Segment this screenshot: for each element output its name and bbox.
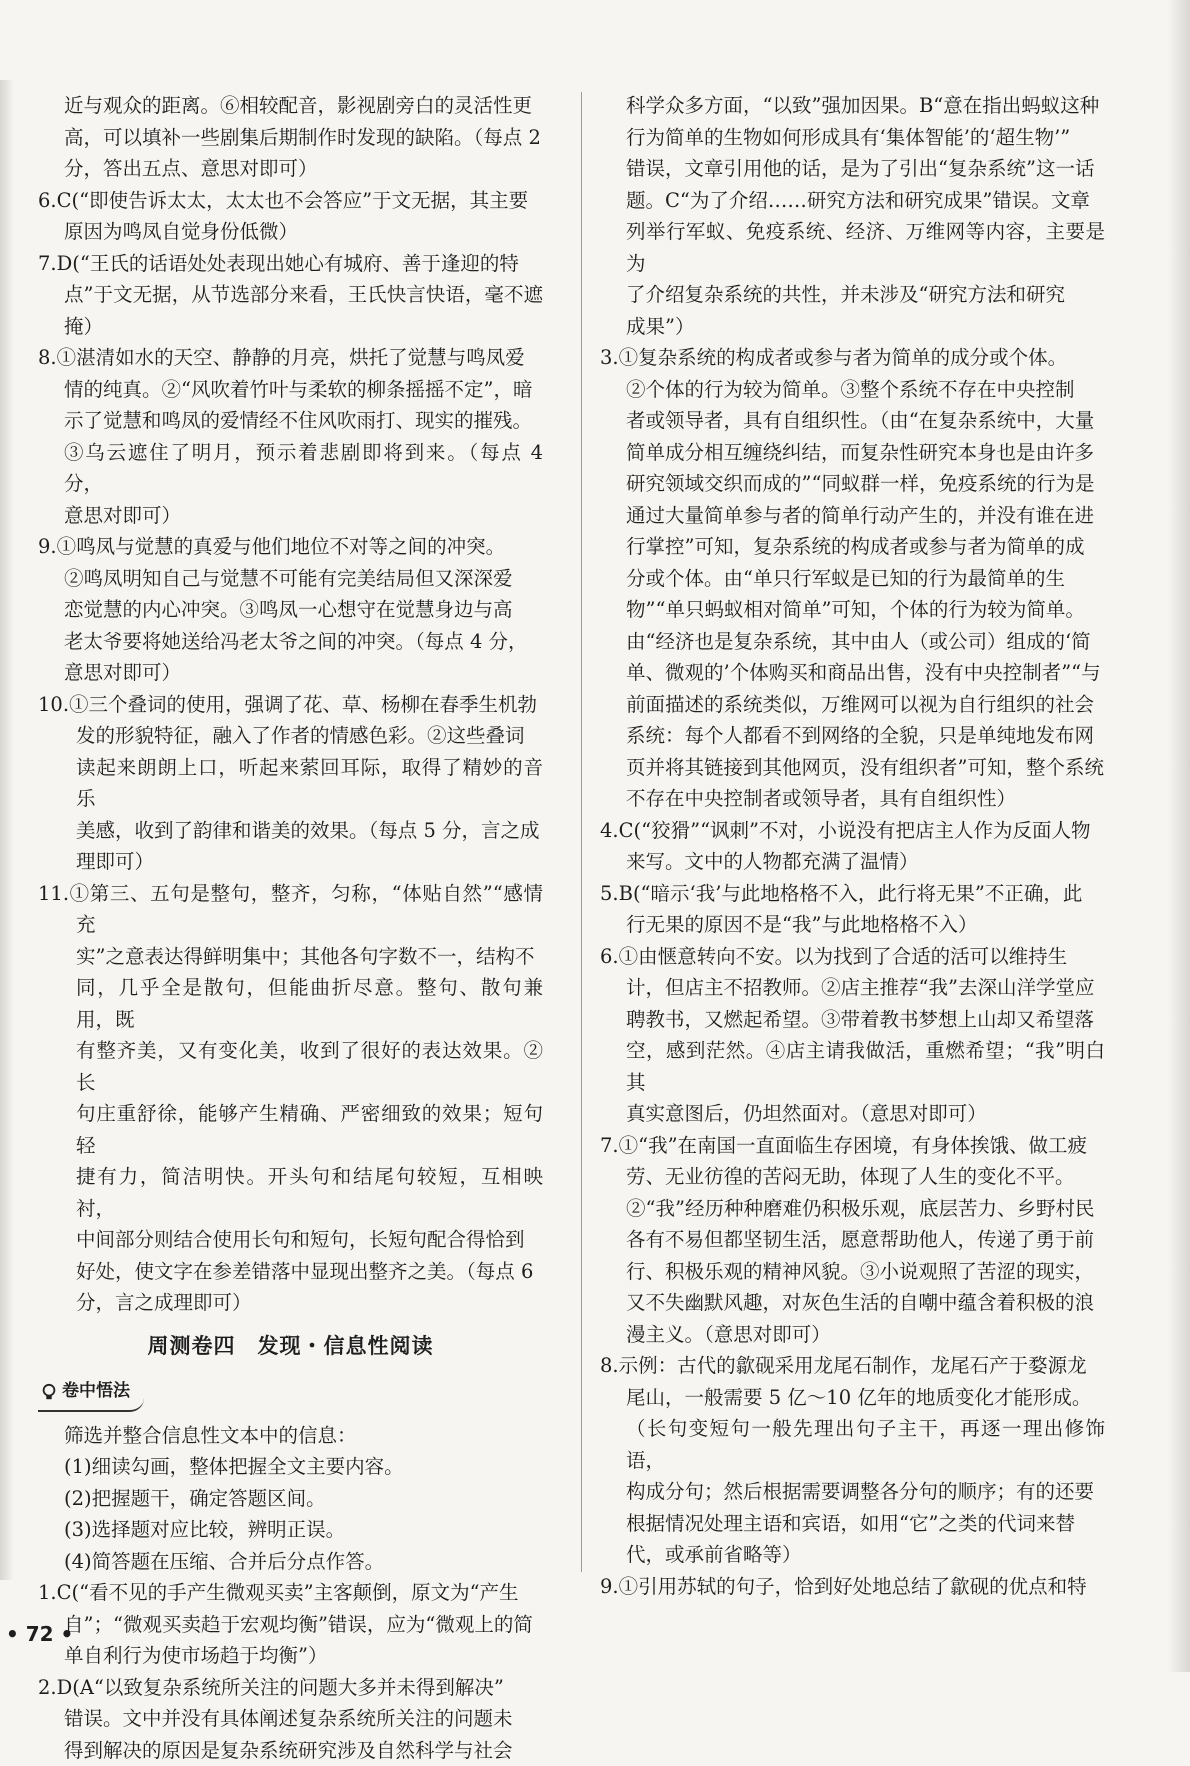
answer-line: 又不失幽默风趣，对灰色生活的自嘲中蕴含着积极的浪: [600, 1287, 1105, 1319]
answer-first-line: [38, 185, 543, 217]
method-tag: [38, 1376, 144, 1412]
answer-item: [38, 185, 543, 248]
answer-text: ①复杂系统的构成者或参与者为简单的成分或个体。: [619, 346, 1068, 369]
answer-item: [600, 941, 1105, 1130]
answer-text: ①“我”在南国一直面临生存困境，有身体挨饿、做工疲: [619, 1134, 1087, 1157]
answer-line: 单自利行为使市场趋于均衡”）: [38, 1640, 543, 1672]
answer-line: ②“我”经历种种磨难仍积极乐观，底层苦力、乡野村民: [600, 1193, 1105, 1225]
answer-first-line: [38, 878, 543, 941]
intro-line: 行为简单的生物如何形成具有‘集体智能’的‘超生物’”: [600, 122, 1105, 154]
answer-first-line: [38, 1577, 543, 1609]
answer-line: 意思对即可）: [38, 657, 543, 689]
column-divider: [581, 92, 582, 1572]
answer-line: 行、积极乐观的精神风貌。③小说观照了苦涩的现实，: [600, 1256, 1105, 1288]
answer-line: 示了觉慧和鸣凤的爱情经不住风吹雨打、现实的摧残。: [38, 405, 543, 437]
answer-line: 构成分句；然后根据需要调整各分句的顺序；有的还要: [600, 1476, 1105, 1508]
answer-first-line: [38, 689, 543, 721]
answer-line: 代，或承前省略等）: [600, 1539, 1105, 1571]
lightbulb-icon: [40, 1383, 58, 1401]
answer-line: 同，几乎全是散句，但能曲折尽意。整句、散句兼用，既: [38, 972, 543, 1035]
answer-line: 点”于文无据，从节选部分来看，王氏快言快语，毫不遮掩）: [38, 279, 543, 342]
answer-line: 句庄重舒徐，能够产生精确、严密细致的效果；短句轻: [38, 1098, 543, 1161]
method-tag-label: 卷中悟法: [62, 1376, 130, 1408]
intro-line: 近与观众的距离。⑥相较配音，影视剧旁白的灵活性更: [38, 90, 543, 122]
answer-text: ①鸣凤与觉慧的真爱与他们地位不对等之间的冲突。: [57, 535, 506, 558]
answer-item: [600, 342, 1105, 815]
answer-line: 好处，使文字在参差错落中显现出整齐之美。（每点 6: [38, 1256, 543, 1288]
answer-line: 单、微观的’个体购买和商品出售，没有中央控制者”“与: [600, 657, 1105, 689]
answer-item: [600, 815, 1105, 878]
answer-line: 实”之意表达得鲜明集中；其他各句字数不一，结构不: [38, 941, 543, 973]
answer-line: 美感，收到了韵律和谐美的效果。（每点 5 分，言之成: [38, 815, 543, 847]
answer-line: 物”“单只蚂蚁相对简单”可知，个体的行为较为简单。: [600, 594, 1105, 626]
answer-number: 10.: [38, 693, 69, 716]
answer-item: [38, 342, 543, 531]
answer-line: 行掌控”可知，复杂系统的构成者或参与者为简单的成: [600, 531, 1105, 563]
answer-number: 8.: [38, 346, 57, 369]
answer-line: ②鸣凤明知自己与觉慧不可能有完美结局但又深深爱: [38, 563, 543, 595]
right-answer-list: [600, 342, 1105, 1602]
answer-number: 5.: [600, 882, 619, 905]
answer-line: 根据情况处理主语和宾语，如用“它”之类的代词来替: [600, 1508, 1105, 1540]
answer-first-line: [600, 878, 1105, 910]
right-intro: [600, 90, 1105, 342]
answer-line: 分或个体。由“单只行军蚁是已知的行为最简单的生: [600, 563, 1105, 595]
answer-line: 研究领域交织而成的”“同蚁群一样，免疫系统的行为是: [600, 468, 1105, 500]
answer-line: 通过大量简单参与者的简单行动产生的，并没有谁在进: [600, 500, 1105, 532]
answer-line: 中间部分则结合使用长句和短句，长短句配合得恰到: [38, 1224, 543, 1256]
answer-number: 8.: [600, 1354, 619, 1377]
answer-first-line: [600, 1350, 1105, 1382]
answer-line: 漫主义。（意思对即可）: [600, 1319, 1105, 1351]
method-line: (2)把握题干，确定答题区间。: [38, 1483, 543, 1515]
answer-first-line: [600, 342, 1105, 374]
answer-line: 前面描述的系统类似，万维网可以视为自行组织的社会: [600, 689, 1105, 721]
answer-number: 6.: [600, 945, 619, 968]
answer-item: [38, 531, 543, 689]
answer-line: 得到解决的原因是复杂系统研究涉及自然科学与社会: [38, 1735, 543, 1766]
answer-line: 自”；“微观买卖趋于宏观均衡”错误，应为“微观上的简: [38, 1609, 543, 1641]
answer-first-line: [600, 1130, 1105, 1162]
answer-text: ①第三、五句是整句，整齐，匀称，“体贴自然”“感情充: [69, 882, 543, 937]
answer-line: 情的纯真。②“风吹着竹叶与柔软的柳条摇摇不定”，暗: [38, 374, 543, 406]
answer-line: 捷有力，简洁明快。开头句和结尾句较短，互相映衬，: [38, 1161, 543, 1224]
answer-number: 2.: [38, 1676, 57, 1699]
answer-line: 读起来朗朗上口，听起来萦回耳际，取得了精妙的音乐: [38, 752, 543, 815]
answer-line: 简单成分相互缠绕纠结，而复杂性研究本身也是由许多: [600, 437, 1105, 469]
answer-text: C(“看不见的手产生微观买卖”主客颠倒，原文为“产生: [57, 1581, 519, 1604]
answer-text: 示例：古代的歙砚采用龙尾石制作，龙尾石产于婺源龙: [619, 1354, 1087, 1377]
answer-line: 原因为鸣凤自觉身份低微）: [38, 216, 543, 248]
answer-number: 7.: [38, 252, 57, 275]
intro-line: 了介绍复杂系统的共性，并未涉及“研究方法和研究: [600, 279, 1105, 311]
answer-text: C(“即使告诉太太，太太也不会答应”于文无据，其主要: [57, 189, 528, 212]
answer-item: [600, 878, 1105, 941]
answer-first-line: [38, 342, 543, 374]
answer-line: 由“经济也是复杂系统，其中由人（或公司）组成的‘简: [600, 626, 1105, 658]
section-title: 周测卷四 发现・信息性阅读: [38, 1331, 543, 1363]
answer-line: ②个体的行为较为简单。③整个系统不存在中央控制: [600, 374, 1105, 406]
answer-number: 7.: [600, 1134, 619, 1157]
answer-text: ①三个叠词的使用，强调了花、草、杨柳在春季生机勃: [69, 693, 537, 716]
answer-text: D(A“以致复杂系统所关注的问题大多并未得到解决”: [57, 1676, 504, 1699]
answer-line: 系统：每个人都看不到网络的全貌，只是单纯地发布网: [600, 720, 1105, 752]
answer-line: 尾山，一般需要 5 亿～10 亿年的地质变化才能形成。: [600, 1382, 1105, 1414]
answer-line: 各有不易但都坚韧生活，愿意帮助他人，传递了勇于前: [600, 1224, 1105, 1256]
answer-line: （长句变短句一般先理出句子主干，再逐一理出修饰语，: [600, 1413, 1105, 1476]
page-binding-shadow: [0, 80, 14, 1580]
answer-text: D(“王氏的话语处处表现出她心有城府、善于逢迎的特: [57, 252, 519, 275]
answer-first-line: [38, 1672, 543, 1704]
method-list: [38, 1420, 543, 1578]
method-line: (4)简答题在压缩、合并后分点作答。: [38, 1546, 543, 1578]
answer-line: 来写。文中的人物都充满了温情）: [600, 846, 1105, 878]
answer-line: ③乌云遮住了明月，预示着悲剧即将到来。（每点 4 分，: [38, 437, 543, 500]
answer-line: 劳、无业彷徨的苦闷无助，体现了人生的变化不平。: [600, 1161, 1105, 1193]
answer-line: 错误。文中并没有具体阐述复杂系统所关注的问题未: [38, 1703, 543, 1735]
method-line: (1)细读勾画，整体把握全文主要内容。: [38, 1451, 543, 1483]
answer-item: [600, 1571, 1105, 1603]
answer-number: 9.: [600, 1575, 619, 1598]
left-column: [38, 90, 543, 1766]
answer-line: 恋觉慧的内心冲突。③鸣凤一心想守在觉慧身边与高: [38, 594, 543, 626]
answer-line: 不存在中央控制者或领导者，具有自组织性）: [600, 783, 1105, 815]
answer-number: 9.: [38, 535, 57, 558]
answer-number: 3.: [600, 346, 619, 369]
answer-first-line: [600, 1571, 1105, 1603]
answer-number: 6.: [38, 189, 57, 212]
answer-item: [38, 878, 543, 1319]
answer-number: 1.: [38, 1581, 57, 1604]
answer-line: 意思对即可）: [38, 500, 543, 532]
answer-line: 空，感到茫然。④店主请我做活，重燃希望；“我”明白其: [600, 1035, 1105, 1098]
answer-first-line: [600, 941, 1105, 973]
page-edge-shadow: [1168, 0, 1190, 1672]
intro-line: 错误，文章引用他的话，是为了引出“复杂系统”这一话: [600, 153, 1105, 185]
answer-first-line: [38, 248, 543, 280]
method-line: 筛选并整合信息性文本中的信息：: [38, 1420, 543, 1452]
answer-item: [38, 689, 543, 878]
answer-line: 者或领导者，具有自组织性。（由“在复杂系统中，大量: [600, 405, 1105, 437]
answer-text: ①湛清如水的天空、静静的月亮，烘托了觉慧与鸣凤爱: [57, 346, 525, 369]
answer-item: [38, 1672, 543, 1766]
intro-line: 题。C“为了介绍……研究方法和研究成果”错误。文章: [600, 185, 1105, 217]
answer-first-line: [38, 531, 543, 563]
answer-line: 发的形貌特征，融入了作者的情感色彩。②这些叠词: [38, 720, 543, 752]
answer-line: 老太爷要将她送给冯老太爷之间的冲突。（每点 4 分，: [38, 626, 543, 658]
answer-text: ①由惬意转向不安。以为找到了合适的活可以维持生: [619, 945, 1068, 968]
answer-first-line: [600, 815, 1105, 847]
left-answer-list: [38, 185, 543, 1319]
page-number: • 72 •: [6, 1622, 73, 1646]
intro-line: 科学众多方面，“以致”强加因果。B“意在指出蚂蚁这种: [600, 90, 1105, 122]
answer-number: 11.: [38, 882, 69, 905]
answer-number: 4.: [600, 819, 619, 842]
right-column: [600, 90, 1105, 1602]
answer-item: [600, 1350, 1105, 1571]
intro-line: 高，可以填补一些剧集后期制作时发现的缺陷。（每点 2: [38, 122, 543, 154]
left-intro: [38, 90, 543, 185]
answer-line: 真实意图后，仍坦然面对。（意思对即可）: [600, 1098, 1105, 1130]
answer-line: 行无果的原因不是“我”与此地格格不入）: [600, 909, 1105, 941]
answer-item: [600, 1130, 1105, 1351]
answer-line: 有整齐美，又有变化美，收到了很好的表达效果。②长: [38, 1035, 543, 1098]
answer-item: [38, 1577, 543, 1672]
answer-line: 聘教书，又燃起希望。③带着教书梦想上山却又希望落: [600, 1004, 1105, 1036]
intro-line: 分，答出五点、意思对即可）: [38, 153, 543, 185]
answer-text: B(“暗示‘我’与此地格格不入，此行将无果”不正确，此: [619, 882, 1083, 905]
answer-line: 页并将其链接到其他网页，没有组织者”可知，整个系统: [600, 752, 1105, 784]
answer-text: C(“狡猾”“讽刺”不对，小说没有把店主人作为反面人物: [619, 819, 1091, 842]
answer-line: 计，但店主不招教师。②店主推荐“我”去深山洋学堂应: [600, 972, 1105, 1004]
answer-line: 理即可）: [38, 846, 543, 878]
intro-line: 成果”）: [600, 311, 1105, 343]
answer-line: 分，言之成理即可）: [38, 1287, 543, 1319]
method-line: (3)选择题对应比较，辨明正误。: [38, 1514, 543, 1546]
intro-line: 列举行军蚁、免疫系统、经济、万维网等内容，主要是为: [600, 216, 1105, 279]
answer-text: ①引用苏轼的句子，恰到好处地总结了歙砚的优点和特: [619, 1575, 1087, 1598]
answer-item: [38, 248, 543, 343]
